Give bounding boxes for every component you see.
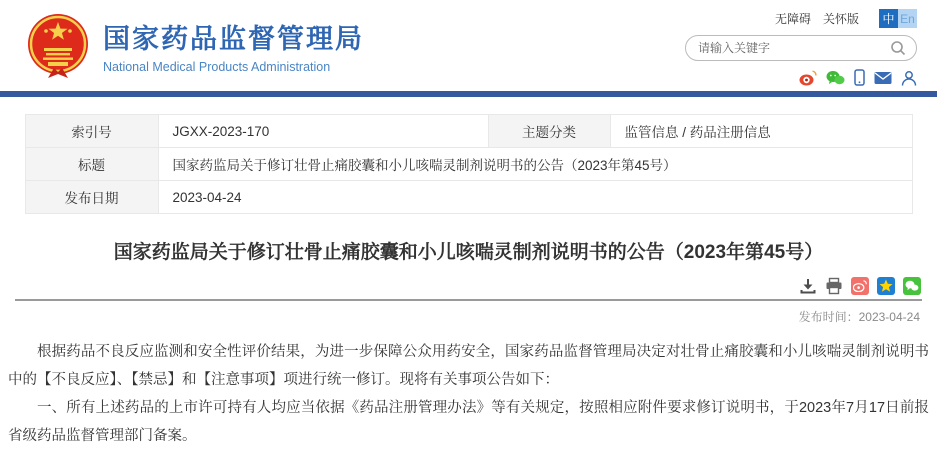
lang-en-button[interactable]: En (898, 9, 917, 28)
national-emblem-logo (26, 12, 90, 84)
document-meta-table (25, 114, 913, 214)
title-value: 国家药监局关于修订壮骨止痛胶囊和小儿咳喘灵制剂说明书的公告（2023年第45号） (158, 148, 912, 181)
date-label: 发布日期 (25, 181, 158, 214)
article-toolbar (0, 277, 921, 295)
category-value: 监管信息 / 药品注册信息 (610, 115, 912, 148)
content (0, 114, 937, 450)
index-value: JGXX-2023-170 (158, 115, 488, 148)
lang-zh-button[interactable]: 中 (879, 9, 898, 28)
care-version-link[interactable]: 关怀版 (822, 12, 859, 26)
paragraph: 根据药品不良反应监测和安全性评价结果，为进一步保障公众用药安全，国家药品监督管理局决定对壮骨止痛胶囊和小儿咳喘灵制剂说明书中的【不良反应】、【禁忌】和【注意事项】项进行统一修订。现将有关事项公告如下： (8, 344, 929, 388)
article-body (8, 338, 929, 450)
brand-title-en: National Medical Products Administration (103, 60, 331, 74)
language-toggle (879, 9, 917, 28)
title-divider (15, 299, 922, 301)
search-box[interactable] (685, 35, 917, 61)
header-divider-bar (0, 91, 937, 97)
brand-text (103, 17, 364, 74)
share-wechat-icon[interactable] (903, 277, 921, 295)
brand[interactable] (26, 0, 364, 91)
wechat-icon[interactable] (826, 70, 845, 86)
search-icon[interactable] (890, 40, 906, 56)
page-title: 国家药监局关于修订壮骨止痛胶囊和小儿咳喘灵制剂说明书的公告（2023年第45号） (113, 242, 824, 263)
mobile-icon[interactable] (854, 69, 865, 86)
user-icon[interactable] (901, 70, 917, 86)
index-label: 索引号 (25, 115, 158, 148)
table-row (25, 148, 912, 181)
share-qzone-icon[interactable] (877, 277, 895, 295)
top-links (775, 9, 917, 28)
title-label: 标题 (25, 148, 158, 181)
brand-title-cn: 国家药品监督管理局 (103, 24, 364, 54)
paragraph: 一、所有上述药品的上市许可持有人均应当依据《药品注册管理办法》等有关规定，按照相应附件要求修订说明书，于2023年7月17日前报省级药品监督管理部门备案。 (8, 400, 929, 444)
search-input[interactable] (696, 40, 890, 56)
download-icon[interactable] (799, 277, 817, 295)
mail-icon[interactable] (874, 71, 892, 85)
publish-time: 发布时间：2023-04-24 (798, 310, 920, 324)
accessibility-link[interactable]: 无障碍 (774, 12, 811, 26)
print-icon[interactable] (825, 277, 843, 295)
social-links (799, 69, 917, 86)
site-header (0, 0, 937, 91)
header-right (685, 0, 917, 91)
weibo-icon[interactable] (799, 70, 817, 86)
date-value: 2023-04-24 (158, 181, 912, 214)
category-label: 主题分类 (488, 115, 610, 148)
table-row (25, 181, 912, 214)
table-row (25, 115, 912, 148)
share-weibo-icon[interactable] (851, 277, 869, 295)
